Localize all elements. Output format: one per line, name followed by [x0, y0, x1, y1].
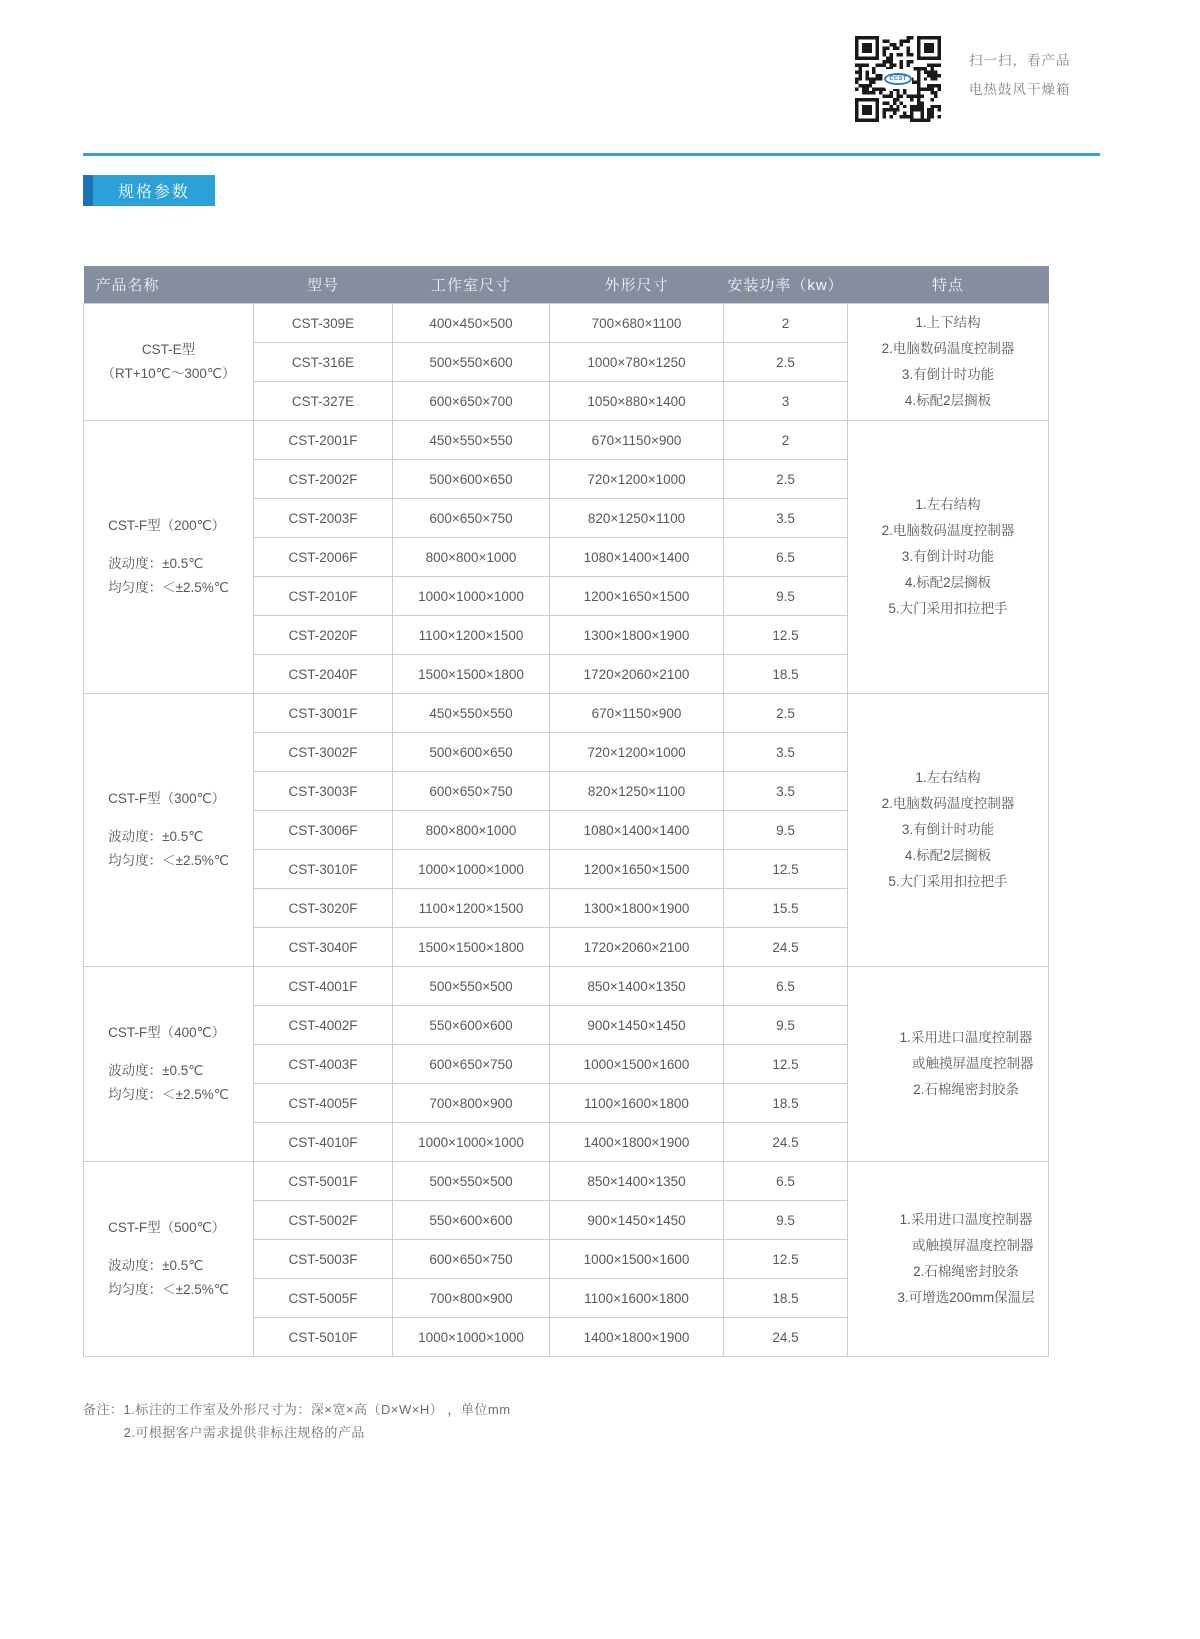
product-name-line: CST-F型（500℃） — [108, 1220, 226, 1235]
power-cell: 12.5 — [724, 616, 848, 655]
chamber-size-cell: 600×650×750 — [393, 499, 550, 538]
col-header-power: 安装功率（kw） — [724, 266, 848, 304]
model-cell: CST-2001F — [254, 421, 393, 460]
features-cell — [848, 1162, 1049, 1357]
features-cell — [848, 421, 1049, 694]
model-cell: CST-5010F — [254, 1318, 393, 1357]
features-cell — [848, 304, 1049, 421]
power-cell: 2 — [724, 421, 848, 460]
section-title-badge — [83, 175, 215, 206]
product-name-lines — [108, 787, 229, 873]
note-line-2: 2.可根据客户需求提供非标注规格的产品 — [123, 1425, 365, 1440]
outer-size-cell: 1200×1650×1500 — [550, 577, 724, 616]
power-cell: 24.5 — [724, 1123, 848, 1162]
outer-size-cell: 850×1400×1350 — [550, 967, 724, 1006]
qr-captions — [969, 36, 1071, 104]
col-header-model: 型号 — [254, 266, 393, 304]
outer-size-cell: 1200×1650×1500 — [550, 850, 724, 889]
chamber-size-cell: 500×550×600 — [393, 343, 550, 382]
power-cell: 24.5 — [724, 928, 848, 967]
model-cell: CST-316E — [254, 343, 393, 382]
spec-table-wrap — [83, 266, 1048, 1357]
feature-line: 1.上下结构 — [915, 315, 981, 330]
table-row — [84, 694, 1049, 733]
power-cell: 2.5 — [724, 460, 848, 499]
features-lines — [848, 765, 1048, 895]
feature-line: 5.大门采用扣拉把手 — [888, 874, 1008, 889]
outer-size-cell: 1080×1400×1400 — [550, 811, 724, 850]
product-name-line: 波动度：±0.5℃ — [108, 1258, 204, 1273]
feature-line: 4.标配2层搁板 — [904, 848, 992, 863]
chamber-size-cell: 800×800×1000 — [393, 811, 550, 850]
model-cell: CST-5005F — [254, 1279, 393, 1318]
feature-line: 1.左右结构 — [915, 497, 981, 512]
product-name-line: CST-E型 — [141, 342, 196, 357]
product-name-cell — [84, 304, 254, 421]
model-cell: CST-3002F — [254, 733, 393, 772]
chamber-size-cell: 1000×1000×1000 — [393, 850, 550, 889]
outer-size-cell: 670×1150×900 — [550, 421, 724, 460]
product-name-line — [108, 811, 229, 825]
model-cell: CST-2040F — [254, 655, 393, 694]
feature-line: 3.有倒计时功能 — [901, 549, 995, 564]
chamber-size-cell: 700×800×900 — [393, 1084, 550, 1123]
table-row — [84, 421, 1049, 460]
outer-size-cell: 720×1200×1000 — [550, 733, 724, 772]
power-cell: 18.5 — [724, 1279, 848, 1318]
power-cell: 18.5 — [724, 1084, 848, 1123]
chamber-size-cell: 500×600×650 — [393, 733, 550, 772]
chamber-size-cell: 550×600×600 — [393, 1006, 550, 1045]
section-divider — [83, 153, 1100, 156]
product-name-line: 波动度：±0.5℃ — [108, 556, 204, 571]
model-cell: CST-4001F — [254, 967, 393, 1006]
model-cell: CST-4003F — [254, 1045, 393, 1084]
outer-size-cell: 1100×1600×1800 — [550, 1084, 724, 1123]
chamber-size-cell: 1500×1500×1800 — [393, 928, 550, 967]
model-cell: CST-309E — [254, 304, 393, 343]
feature-line: 1.采用进口温度控制器 — [899, 1030, 1033, 1045]
product-name-lines — [108, 1216, 229, 1302]
table-row — [84, 304, 1049, 343]
outer-size-cell: 1400×1800×1900 — [550, 1318, 724, 1357]
chamber-size-cell: 600×650×750 — [393, 1045, 550, 1084]
page-title: 规格参数 — [93, 175, 215, 206]
feature-line: 5.大门采用扣拉把手 — [888, 601, 1008, 616]
qr-center-logo — [884, 69, 912, 89]
chamber-size-cell: 550×600×600 — [393, 1201, 550, 1240]
power-cell: 6.5 — [724, 967, 848, 1006]
col-header-features: 特点 — [848, 266, 1049, 304]
power-cell: 6.5 — [724, 538, 848, 577]
outer-size-cell: 1720×2060×2100 — [550, 928, 724, 967]
features-lines — [848, 310, 1048, 414]
model-cell: CST-3010F — [254, 850, 393, 889]
power-cell: 2 — [724, 304, 848, 343]
feature-line: 2.电脑数码温度控制器 — [881, 523, 1015, 538]
feature-line: 3.有倒计时功能 — [901, 822, 995, 837]
product-name-line: CST-F型（200℃） — [108, 518, 226, 533]
power-cell: 3.5 — [724, 733, 848, 772]
spec-table — [83, 266, 1049, 1357]
chamber-size-cell: 450×550×550 — [393, 694, 550, 733]
chamber-size-cell: 1100×1200×1500 — [393, 889, 550, 928]
power-cell: 12.5 — [724, 1045, 848, 1084]
model-cell: CST-2020F — [254, 616, 393, 655]
chamber-size-cell: 500×550×500 — [393, 967, 550, 1006]
note-line-1: 1.标注的工作室及外形尺寸为：深×宽×高（D×W×H） ，单位mm — [123, 1402, 511, 1417]
features-cell — [848, 694, 1049, 967]
model-cell: CST-3040F — [254, 928, 393, 967]
chamber-size-cell: 1100×1200×1500 — [393, 616, 550, 655]
chamber-size-cell: 1000×1000×1000 — [393, 1318, 550, 1357]
outer-size-cell: 1050×880×1400 — [550, 382, 724, 421]
product-name-line — [108, 538, 229, 552]
footer-notes — [83, 1398, 511, 1444]
outer-size-cell: 1720×2060×2100 — [550, 655, 724, 694]
model-cell: CST-2002F — [254, 460, 393, 499]
features-lines — [884, 1207, 1048, 1311]
outer-size-cell: 1000×1500×1600 — [550, 1240, 724, 1279]
power-cell: 12.5 — [724, 1240, 848, 1279]
notes-label: 备注： — [83, 1402, 124, 1417]
product-name-line: 波动度：±0.5℃ — [108, 829, 204, 844]
feature-line: 3.有倒计时功能 — [901, 367, 995, 382]
chamber-size-cell: 600×650×750 — [393, 1240, 550, 1279]
power-cell: 3 — [724, 382, 848, 421]
product-name-lines — [108, 514, 229, 600]
product-name-line: 均匀度：＜±2.5%℃ — [108, 853, 229, 868]
model-cell: CST-2003F — [254, 499, 393, 538]
feature-line: 或触摸屏温度控制器 — [898, 1056, 1034, 1071]
qr-code — [855, 36, 941, 122]
product-name-line — [108, 1045, 229, 1059]
chamber-size-cell: 700×800×900 — [393, 1279, 550, 1318]
outer-size-cell: 1080×1400×1400 — [550, 538, 724, 577]
power-cell: 9.5 — [724, 577, 848, 616]
product-name-line: （RT+10℃～300℃） — [101, 366, 236, 381]
feature-line: 2.电脑数码温度控制器 — [881, 341, 1015, 356]
product-name-line: CST-F型（300℃） — [108, 791, 226, 806]
chamber-size-cell: 800×800×1000 — [393, 538, 550, 577]
chamber-size-cell: 450×550×550 — [393, 421, 550, 460]
feature-line: 2.电脑数码温度控制器 — [881, 796, 1015, 811]
chamber-size-cell: 500×600×650 — [393, 460, 550, 499]
model-cell: CST-5003F — [254, 1240, 393, 1279]
feature-line: 1.左右结构 — [915, 770, 981, 785]
product-name-line: 均匀度：＜±2.5%℃ — [108, 1282, 229, 1297]
power-cell: 15.5 — [724, 889, 848, 928]
chamber-size-cell: 1000×1000×1000 — [393, 1123, 550, 1162]
outer-size-cell: 1300×1800×1900 — [550, 889, 724, 928]
qr-caption-line2: 电热鼓风干燥箱 — [969, 82, 1071, 97]
outer-size-cell: 820×1250×1100 — [550, 499, 724, 538]
table-row — [84, 1162, 1049, 1201]
power-cell: 24.5 — [724, 1318, 848, 1357]
model-cell: CST-5002F — [254, 1201, 393, 1240]
feature-line: 2.石棉绳密封胶条 — [913, 1082, 1019, 1097]
outer-size-cell: 670×1150×900 — [550, 694, 724, 733]
product-name-line: CST-F型（400℃） — [108, 1025, 226, 1040]
model-cell: CST-2006F — [254, 538, 393, 577]
model-cell: CST-4005F — [254, 1084, 393, 1123]
features-cell — [848, 967, 1049, 1162]
feature-line: 1.采用进口温度控制器 — [899, 1212, 1033, 1227]
feature-line: 或触摸屏温度控制器 — [898, 1238, 1034, 1253]
outer-size-cell: 1400×1800×1900 — [550, 1123, 724, 1162]
power-cell: 3.5 — [724, 772, 848, 811]
chamber-size-cell: 1000×1000×1000 — [393, 577, 550, 616]
power-cell: 2.5 — [724, 343, 848, 382]
power-cell: 9.5 — [724, 1201, 848, 1240]
brand-logo: CCST — [884, 73, 912, 85]
chamber-size-cell: 600×650×700 — [393, 382, 550, 421]
col-header-product-name: 产品名称 — [84, 266, 254, 304]
model-cell: CST-2010F — [254, 577, 393, 616]
outer-size-cell: 720×1200×1000 — [550, 460, 724, 499]
model-cell: CST-4002F — [254, 1006, 393, 1045]
outer-size-cell: 1000×780×1250 — [550, 343, 724, 382]
qr-caption-line1: 扫一扫，看产品 — [969, 53, 1071, 68]
qr-section — [855, 36, 1071, 122]
model-cell: CST-3001F — [254, 694, 393, 733]
notes-lines — [124, 1398, 511, 1444]
product-name-line — [108, 1240, 229, 1254]
power-cell: 9.5 — [724, 811, 848, 850]
product-name-lines — [108, 1021, 229, 1107]
col-header-chamber-size: 工作室尺寸 — [393, 266, 550, 304]
product-name-cell — [84, 967, 254, 1162]
power-cell: 18.5 — [724, 655, 848, 694]
model-cell: CST-4010F — [254, 1123, 393, 1162]
table-row — [84, 967, 1049, 1006]
badge-accent-bar — [83, 175, 93, 206]
power-cell: 12.5 — [724, 850, 848, 889]
outer-size-cell: 850×1400×1350 — [550, 1162, 724, 1201]
chamber-size-cell: 400×450×500 — [393, 304, 550, 343]
chamber-size-cell: 600×650×750 — [393, 772, 550, 811]
power-cell: 6.5 — [724, 1162, 848, 1201]
model-cell: CST-5001F — [254, 1162, 393, 1201]
chamber-size-cell: 500×550×500 — [393, 1162, 550, 1201]
outer-size-cell: 900×1450×1450 — [550, 1006, 724, 1045]
outer-size-cell: 1000×1500×1600 — [550, 1045, 724, 1084]
outer-size-cell: 820×1250×1100 — [550, 772, 724, 811]
product-name-lines — [102, 338, 236, 386]
product-name-cell — [84, 421, 254, 694]
features-lines — [848, 492, 1048, 622]
model-cell: CST-3020F — [254, 889, 393, 928]
product-name-line: 均匀度：＜±2.5%℃ — [108, 1087, 229, 1102]
outer-size-cell: 700×680×1100 — [550, 304, 724, 343]
features-lines — [884, 1025, 1048, 1103]
product-name-cell — [84, 694, 254, 967]
power-cell: 2.5 — [724, 694, 848, 733]
power-cell: 3.5 — [724, 499, 848, 538]
outer-size-cell: 1300×1800×1900 — [550, 616, 724, 655]
product-name-cell — [84, 1162, 254, 1357]
feature-line: 3.可增选200mm保温层 — [897, 1290, 1035, 1305]
feature-line: 4.标配2层搁板 — [904, 393, 992, 408]
header-row — [84, 266, 1049, 304]
model-cell: CST-3006F — [254, 811, 393, 850]
power-cell: 9.5 — [724, 1006, 848, 1045]
feature-line: 2.石棉绳密封胶条 — [913, 1264, 1019, 1279]
model-cell: CST-3003F — [254, 772, 393, 811]
model-cell: CST-327E — [254, 382, 393, 421]
feature-line: 4.标配2层搁板 — [904, 575, 992, 590]
product-name-line: 波动度：±0.5℃ — [108, 1063, 204, 1078]
col-header-outer-size: 外形尺寸 — [550, 266, 724, 304]
outer-size-cell: 1100×1600×1800 — [550, 1279, 724, 1318]
chamber-size-cell: 1500×1500×1800 — [393, 655, 550, 694]
product-name-line: 均匀度：＜±2.5%℃ — [108, 580, 229, 595]
outer-size-cell: 900×1450×1450 — [550, 1201, 724, 1240]
